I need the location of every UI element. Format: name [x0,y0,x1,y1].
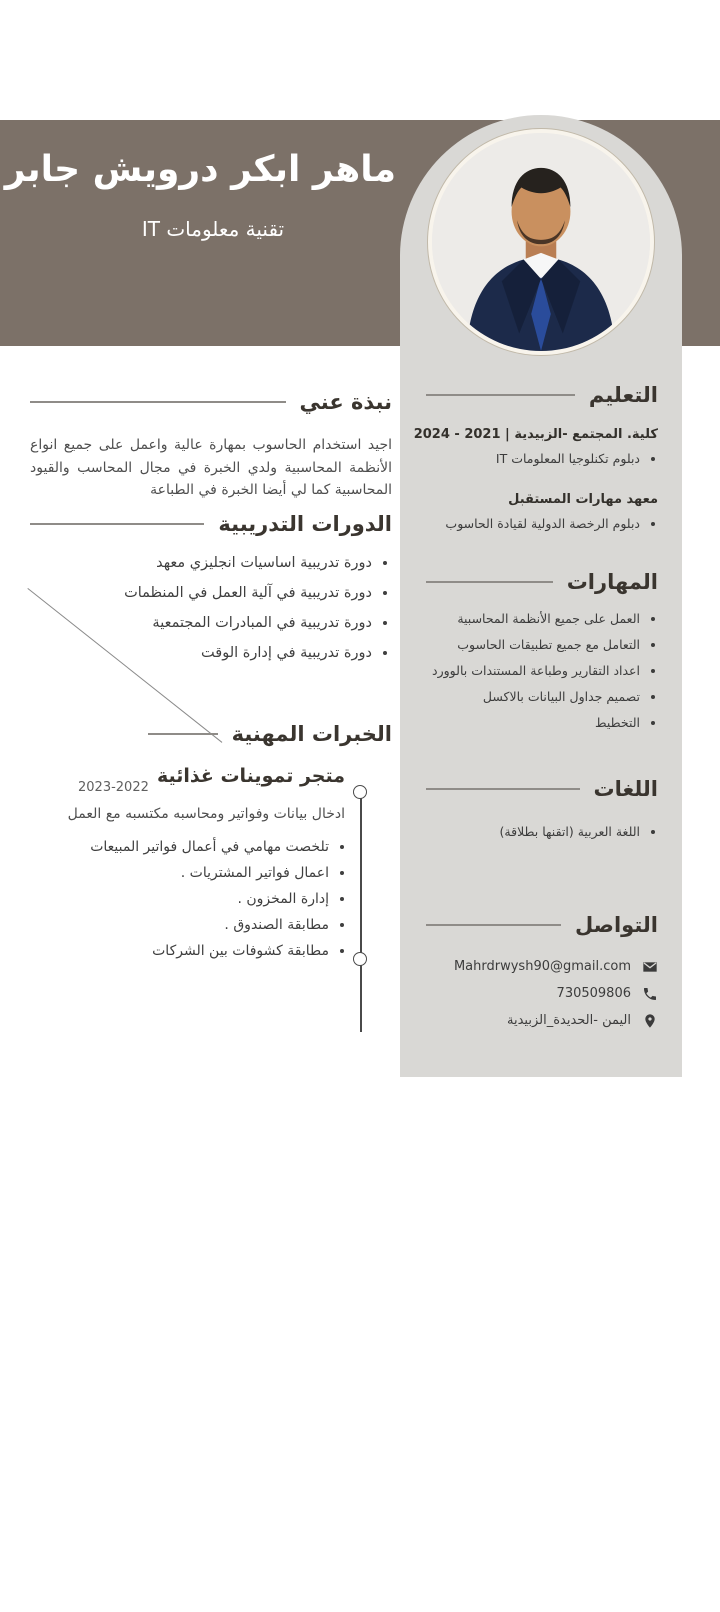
education-heading-row [426,383,658,407]
experience-heading-row [30,722,392,746]
education-entry-details [426,446,658,472]
skills-heading-row [426,570,658,594]
profile-photo [428,129,654,355]
skills-heading-line [426,581,553,583]
envelope-icon [642,959,658,975]
skills-heading: المهارات [566,570,658,594]
job-duty-item: • مطابقة الصندوق . [90,912,329,938]
person-name: ماهر ابكر درويش جابر [4,149,396,190]
education-detail: • دبلوم الرخصة الدولية لقيادة الحاسوب [426,511,640,537]
skill-item: • العمل على جميع الأنظمة المحاسبية [426,606,640,632]
education-detail: • دبلوم تكنلوجيا المعلومات IT [426,446,640,472]
course-item: • دورة تدريبية في المبادرات المجتمعية [30,608,372,638]
contact-heading-row [426,913,658,937]
contact-rows [426,953,658,1034]
experience-section [30,722,392,746]
experience-timeline-line [360,790,362,1032]
language-item: • اللغة العربية (اتقنها بطلاقة) [426,819,640,845]
courses-section [30,512,392,668]
education-entry [413,427,658,472]
job-duty-item: • مطابقة كشوفات بين الشركات [90,938,329,964]
languages-heading: اللغات [593,777,658,801]
job-duty-item: • اعمال فواتير المشتريات . [90,860,329,886]
job-dates: 2023-2022 [78,780,149,795]
education-heading: التعليم [588,383,658,407]
courses-heading-line [30,523,204,525]
course-item: • دورة تدريبية اساسيات انجليزي معهد [30,548,372,578]
about-section [30,390,392,502]
education-section [413,383,658,537]
education-entry-title: كلية. المجتمع -الزبيدية | 2021 - 2024 [413,427,658,442]
education-entry-title: معهد مهارات المستقبل [508,492,658,507]
course-item: • دورة تدريبية في إدارة الوقت [30,638,372,668]
contact-heading-line [426,924,561,926]
skill-item: • تصميم جداول البيانات بالاكسل [426,684,640,710]
contact-phone: 730509806 [556,986,631,1001]
skills-section [426,570,658,736]
contact-heading: التواصل [574,913,658,937]
person-portrait-illustration [432,133,650,351]
sidebar [400,115,682,1077]
timeline-dot-start [353,785,367,799]
about-heading-line [30,401,286,403]
languages-heading-line [426,788,580,790]
person-job-title: تقنية معلومات IT [141,217,285,242]
contact-row-phone [426,980,658,1007]
skills-list [426,606,658,736]
languages-list [426,819,658,845]
education-heading-line [426,394,575,396]
job-duty-item: • إدارة المخزون . [90,886,329,912]
contact-location: اليمن -الحديدة_الزبيدية [507,1013,631,1028]
experience-heading: الخبرات المهنية [231,722,392,746]
languages-section [426,777,658,845]
contact-row-email [426,953,658,980]
about-heading-row [30,390,392,414]
job-title: متجر تموينات غذائية [156,765,345,787]
languages-heading-row [426,777,658,801]
job-duties-list [90,834,345,964]
contact-email: Mahrdrwysh90@gmail.com [453,959,631,974]
job-summary: ادخال بيانات وفواتير ومحاسبه مكتسبه مع العمل [67,806,345,822]
about-text: اجيد استخدام الحاسوب بمهارة عالية واعمل على جميع انواع الأنظمة المحاسبية ولدي الخبرة في مجال المحاسب والقيود المحاسبية كما لي أيضا الخبرة في الطباعة [30,437,392,499]
experience-heading-line [148,733,218,735]
skill-item: • التخطيط [426,710,640,736]
phone-icon [642,986,658,1002]
timeline-dot-end [353,952,367,966]
skill-item: • اعداد التقارير وطباعة المستندات بالوورد [426,658,640,684]
education-entry-details [426,511,658,537]
header-text-block [4,148,396,242]
course-item: • دورة تدريبية في آلية العمل في المنظمات [30,578,372,608]
about-heading: نبذة عني [299,390,392,414]
education-entry [426,492,658,537]
location-pin-icon [642,1013,658,1029]
courses-heading: الدورات التدريبية [218,512,392,536]
job-duty-item: • تلخصت مهامي في أعمال فواتير المبيعات [90,834,329,860]
courses-list [30,548,392,668]
contact-section [426,913,658,1034]
skill-item: • التعامل مع جميع تطبيقات الحاسوب [426,632,640,658]
courses-heading-row [30,512,392,536]
contact-row-location [426,1007,658,1034]
